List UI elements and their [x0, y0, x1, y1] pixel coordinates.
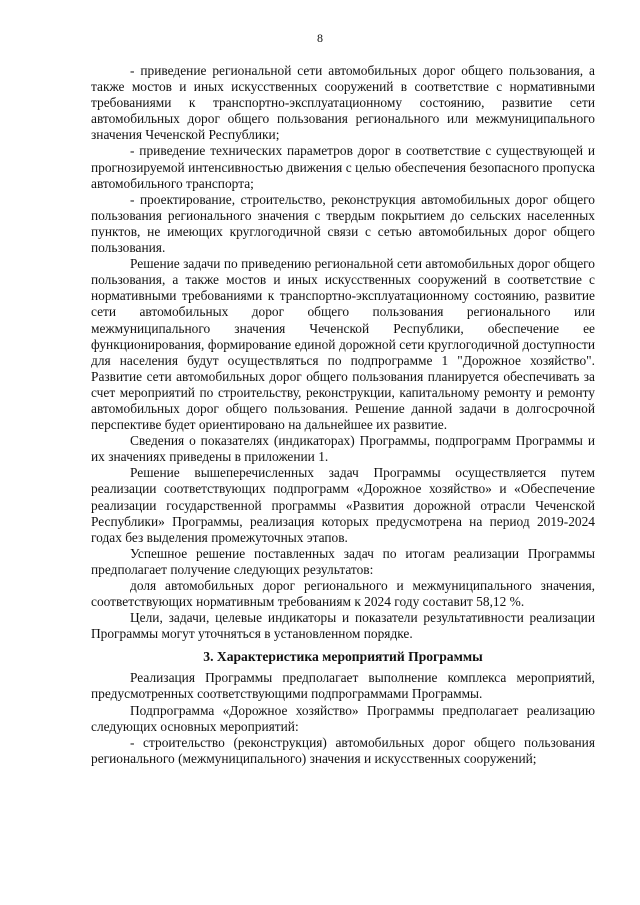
paragraph-program-implementation: Реализация Программы предполагает выполнение комплекса мероприятий, предусмотренных соответствующими подпрограммами Программы.	[91, 670, 595, 702]
page-number: 8	[317, 31, 323, 45]
paragraph-bullet-road-network: - приведение региональной сети автомобильных дорог общего пользования, а также мостов и иных искусственных сооружений в соответствие с нормативными требованиями к транспортно-эксплуатационному состоянию, развитие сети автомобильных дорог общего пользования регионального или межмуниципального значения Чеченской Республики;	[91, 63, 595, 143]
paragraph-road-share: доля автомобильных дорог регионального и межмуниципального значения, соответствующих нормативным требованиям к 2024 году составит 58,12 %.	[91, 578, 595, 610]
paragraph-subprogram-road-economy: Подпрограмма «Дорожное хозяйство» Программы предполагает реализацию следующих основных мероприятий:	[91, 702, 595, 734]
paragraph-subprograms: Решение вышеперечисленных задач Программы осуществляется путем реализации соответствующих подпрограмм «Дорожное хозяйство» и «Обеспечение реализации государственной программы «Развития дорожной отрасли Чеченской Республики» Программы, реализация которых предусмотрена на период 2019-2024 годах без выделения промежуточных этапов.	[91, 465, 595, 545]
paragraph-goals-clarification: Цели, задачи, целевые индикаторы и показатели результативности реализации Программы могут уточняться в установленном порядке.	[91, 610, 595, 642]
section-heading: 3. Характеристика мероприятий Программы	[203, 649, 483, 665]
document-body	[91, 63, 595, 767]
paragraph-task-solution: Решение задачи по приведению региональной сети автомобильных дорог общего пользования, а также мостов и иных искусственных сооружений в соответствие с нормативными требованиями к транспортно-эксплуатационному состоянию, развитие сети автомобильных дорог общего пользования регионального или межмуниципального значения Чеченской Республики, обеспечение ее функционирования, формирование единой дорожной сети круглогодичной доступности для населения будут осуществляться по подпрограмме 1 "Дорожное хозяйство". Развитие сети автомобильных дорог общего пользования планируется обеспечивать за счет мероприятий по строительству, реконструкции, капитальному ремонту и ремонту автомобильных дорог общего пользования. Решение данной задачи в долгосрочной перспективе будет ориентировано на дальнейшее их развитие.	[91, 256, 595, 433]
paragraph-indicators: Сведения о показателях (индикаторах) Программы, подпрограмм Программы и их значениях приведены в приложении 1.	[91, 433, 595, 465]
paragraph-bullet-design-construction: - проектирование, строительство, реконструкция автомобильных дорог общего пользования регионального значения с твердым покрытием до сельских населенных пунктов, не имеющих круглогодичной связи с сетью автомобильных дорог общего пользования.	[91, 191, 595, 256]
paragraph-bullet-construction: - строительство (реконструкция) автомобильных дорог общего пользования регионального (межмуниципального) значения и искусственных сооружений;	[91, 734, 595, 766]
paragraph-expected-results: Успешное решение поставленных задач по итогам реализации Программы предполагает получение следующих результатов:	[91, 545, 595, 577]
paragraph-bullet-technical-parameters: - приведение технических параметров дорог в соответствие с существующей и прогнозируемой интенсивностью движения с целью обеспечения безопасного пропуска автомобильного транспорта;	[91, 143, 595, 191]
